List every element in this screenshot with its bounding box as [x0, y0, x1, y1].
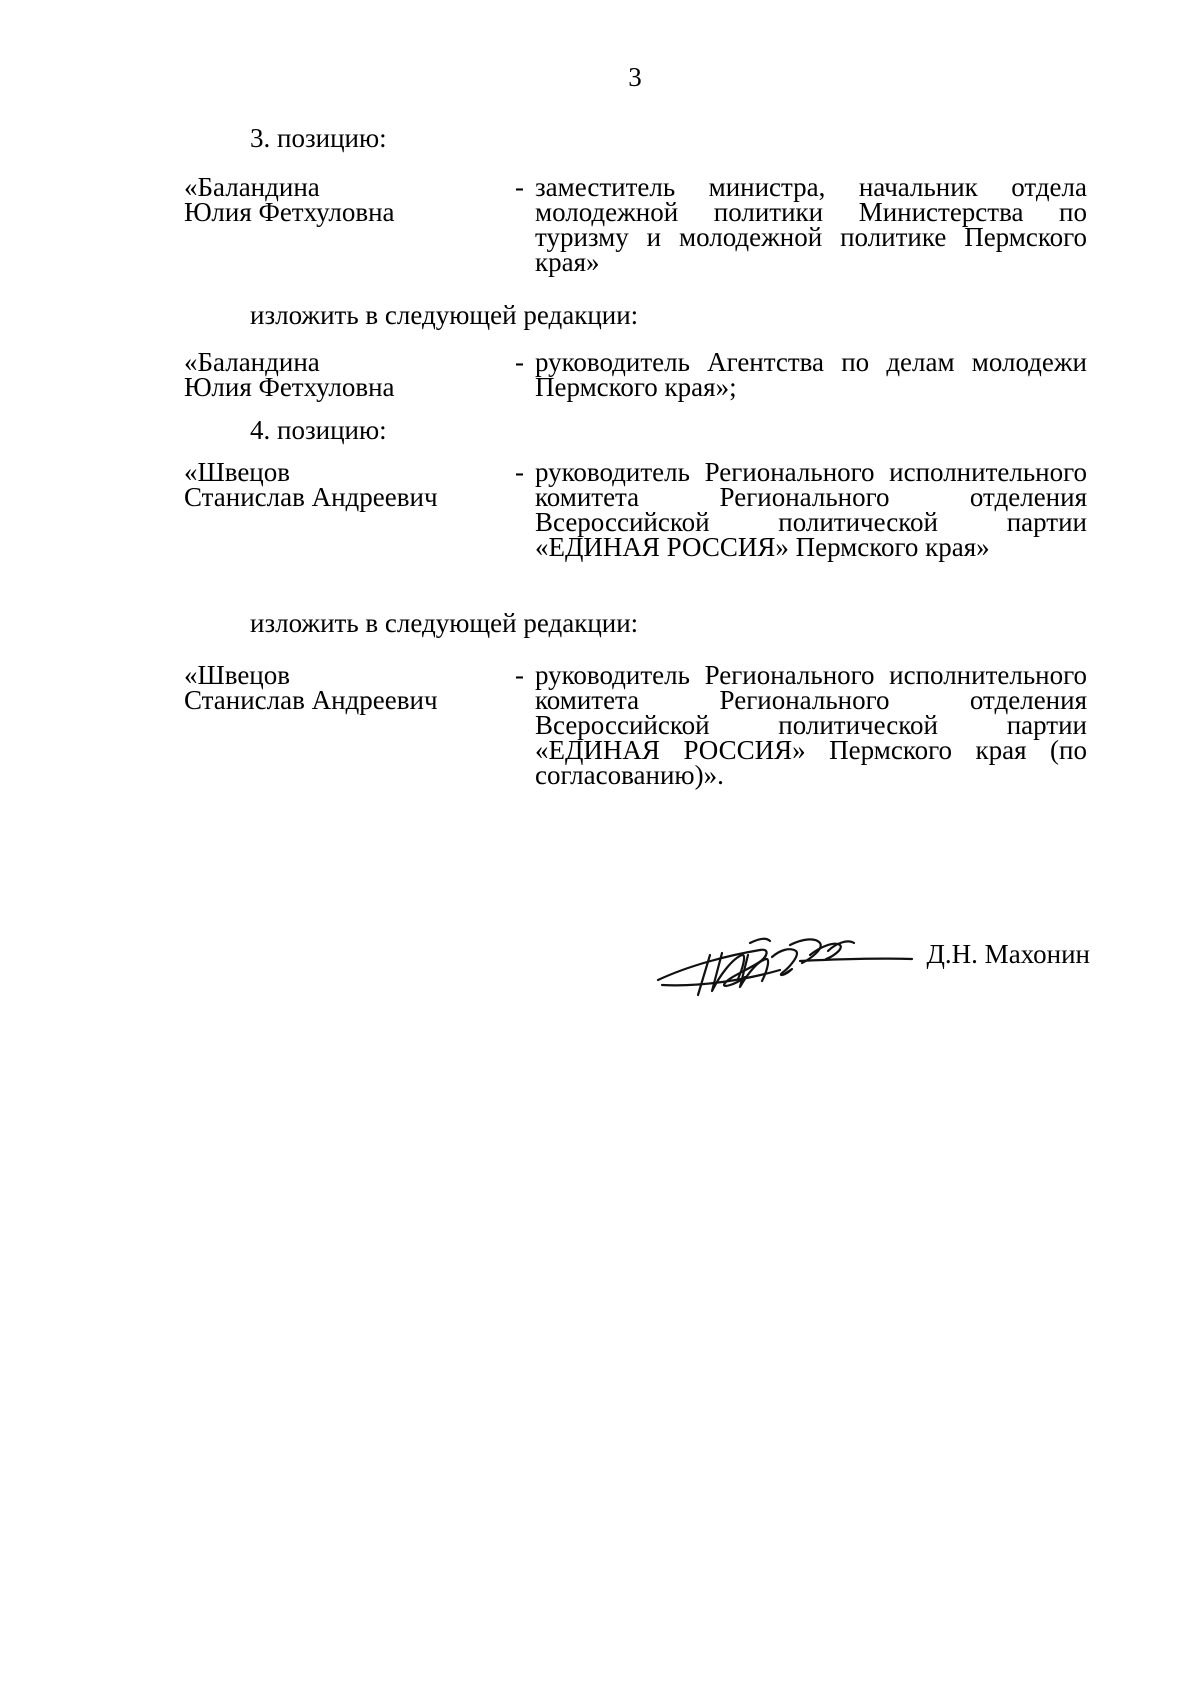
position-description: руководитель Регионального исполнительного комитета Регионального отделения Всероссийской политической партии «ЕДИНАЯ РОССИЯ» Пермского края (по согласованию)». [535, 660, 1087, 790]
person-given-names: Юлия Фетхуловна [184, 372, 395, 402]
position-description: руководитель Регионального исполнительного комитета Регионального отделения Всероссийской политической партии «ЕДИНАЯ РОССИЯ» Пермского края» [535, 457, 1087, 562]
signer-name: Д.Н. Махонин [926, 939, 1090, 969]
separator-dash: - [515, 347, 524, 377]
separator-dash: - [515, 457, 524, 487]
handwritten-signature [650, 925, 920, 1005]
position-description: руководитель Агентства по делам молодежи Пермского края»; [535, 347, 1087, 402]
person-name [184, 172, 504, 227]
person-given-names: Станислав Андреевич [184, 482, 438, 512]
person-surname: «Швецов [184, 660, 291, 690]
item3-heading: 3. позицию: [250, 123, 387, 153]
person-surname: «Баландина [184, 347, 320, 377]
person-name [184, 660, 504, 715]
person-surname: «Швецов [184, 457, 291, 487]
position-description: заместитель министра, начальник отдела молодежной политики Министерства по туризму и молодежной политике Пермского края» [535, 172, 1087, 277]
page-number: 3 [628, 62, 642, 92]
redaction-label: изложить в следующей редакции: [250, 300, 639, 330]
signature-block [650, 925, 1090, 1005]
redaction-label: изложить в следующей редакции: [250, 608, 639, 638]
person-name [184, 347, 504, 402]
person-surname: «Баландина [184, 172, 320, 202]
person-given-names: Юлия Фетхуловна [184, 197, 395, 227]
person-given-names: Станислав Андреевич [184, 685, 438, 715]
separator-dash: - [515, 172, 524, 202]
item4-heading: 4. позицию: [250, 415, 387, 445]
person-name [184, 457, 504, 512]
separator-dash: - [515, 660, 524, 690]
